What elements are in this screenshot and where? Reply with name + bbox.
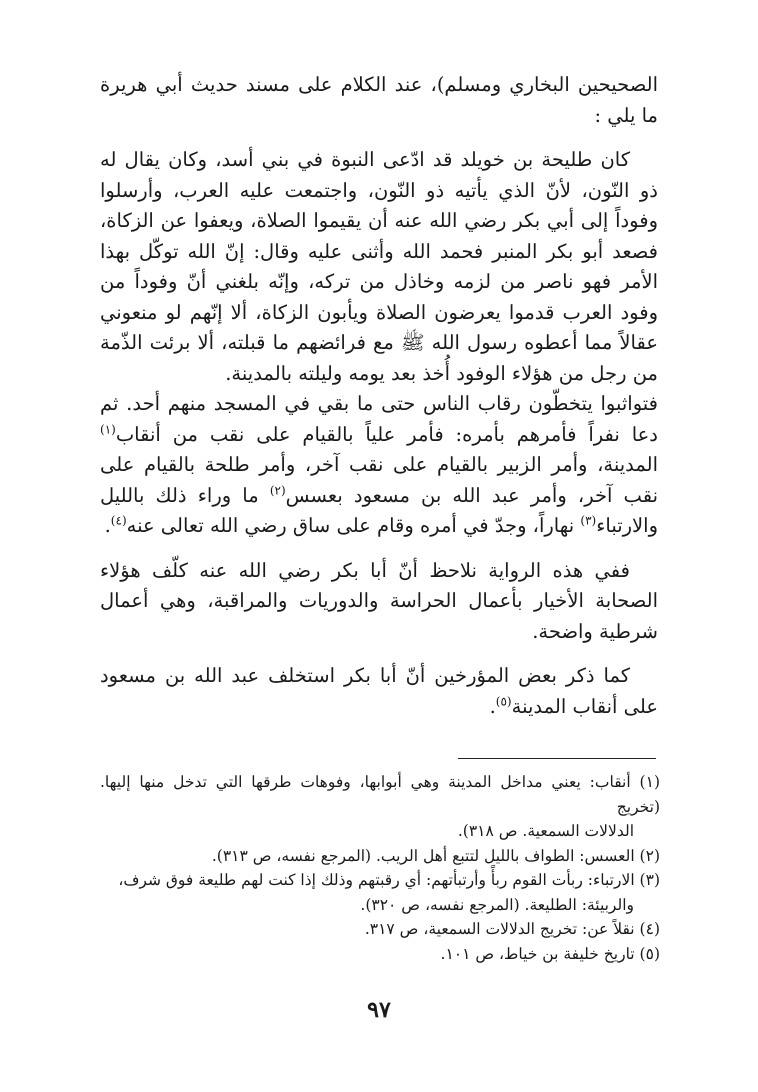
paragraph-1-text: الصحيحين البخاري ومسلم)، عند الكلام على مسند حديث أبي هريرة ما يلي :	[100, 73, 658, 127]
main-text	[100, 70, 658, 722]
footnote-3-continued	[100, 893, 660, 918]
footnote-1-line-2: الدلالات السمعية. ص ٣١٨).	[457, 822, 634, 840]
footnote-ref-2[interactable]: (٢)	[269, 483, 286, 497]
footnote-ref-1[interactable]: (١)	[100, 422, 116, 436]
paragraph-4	[100, 556, 658, 648]
paragraph-1	[100, 70, 658, 131]
footnote-1	[100, 770, 660, 819]
paragraph-3	[100, 389, 658, 542]
footnote-3-line-1: (٣) الارتباء: ربأت القوم ربأً وأرتبأتهم: أي رقبتهم وذلك إذا كنت لهم طليعة فوق شرف،	[118, 871, 660, 889]
paragraph-5	[100, 661, 658, 722]
paragraph-2	[100, 145, 658, 389]
footnote-5-text: (٥) تاريخ خليفة بن خياط، ص ١٠١.	[440, 944, 660, 963]
footnote-2-text: (٢) العسس: الطواف بالليل لتتبع أهل الريب. (المرجع نفسه، ص ٣١٣).	[211, 846, 660, 865]
footnote-4	[100, 917, 660, 942]
paragraph-3-text-d: نهاراً، وجدّ في أمره وقام على ساق رضي الله تعالى عنه	[126, 514, 581, 537]
paragraph-5-text-a: كما ذكر بعض المؤرخين أنّ أبا بكر استخلف عبد الله بن مسعود على أنقاب المدينة	[100, 664, 658, 718]
paragraph-3-text-c: ما وراء ذلك بالليل والارتباء	[100, 483, 658, 537]
footnote-2	[100, 844, 660, 869]
paragraph-5-text-b: .	[489, 694, 496, 718]
paragraph-3-text-a: فتواثبوا يتخطّون رقاب الناس حتى ما بقي في المسجد منهم أحد. ثم دعا نفراً فأمرهم بأمره: فأمر علياً بالقيام على نقب من أنقاب	[100, 392, 658, 446]
paragraph-4-text: ففي هذه الرواية نلاحظ أنّ أبا بكر رضي الله عنه كلّف هؤلاء الصحابة الأخيار بأعمال الحراسة والدوريات والمراقبة، وهي أعمال شرطية واضحة.	[100, 558, 658, 643]
footnotes	[100, 770, 660, 966]
paragraph-3-text-b: المدينة، وأمر الزبير بالقيام على نقب آخر، وأمر طلحة بالقيام على نقب آخر، وأمر عبد الله بن مسعود بعسس	[100, 453, 658, 507]
footnote-separator	[458, 758, 656, 759]
footnote-ref-3[interactable]: (٣)	[580, 513, 597, 528]
footnote-1-line-1: (١) أنقاب: يعني مداخل المدينة وهي أبوابها، وفوهات طرقها التي تدخل منها إليها. (تخريج	[100, 773, 660, 816]
footnote-4-text: (٤) نقلاً عن: تخريج الدلالات السمعية، ص ٣١٧.	[364, 920, 660, 938]
paragraph-2-text: كان طليحة بن خويلد قد ادّعى النبوة في بني أسد، وكان يقال له ذو النّون، لأنّ الذي يأتيه ذو النّون، واجتمعت عليه العرب، وأرسلوا وفوداً إلى أبي بكر رضي الله عنه أن يقيموا الصلاة، ويعفوا عن الزكاة، فصعد أبو بكر المنبر فحمد الله وأثنى عليه وقال: إنّ الله توكّل بهذا الأمر فهو ناصر من لزمه وخاذل من تركه، وإنّه بلغني أنّ وفوداً من وفود العرب قدموا يعرضون الصلاة ويأبون الزكاة، ألا إنّهم لو منعوني عقالاً مما أعطوه رسول الله ﷺ مع فرائضهم ما قبلته، ألا برئت الذّمة من رجل من هؤلاء الوفود أُخذ بعد يومه وليلته بالمدينة.	[100, 148, 658, 385]
page-number: ٩٧	[367, 997, 391, 1023]
footnote-5	[100, 942, 660, 967]
footnote-ref-5[interactable]: (٥)	[495, 694, 512, 708]
footnote-1-continued	[100, 819, 660, 844]
footnote-ref-4[interactable]: (٤)	[110, 513, 127, 528]
footnote-3-line-2: والربيئة: الطليعة. (المرجع نفسه، ص ٣٢٠).	[360, 895, 634, 914]
page-body	[100, 70, 658, 736]
footnote-3	[100, 868, 660, 893]
paragraph-3-text-e: .	[104, 514, 111, 537]
